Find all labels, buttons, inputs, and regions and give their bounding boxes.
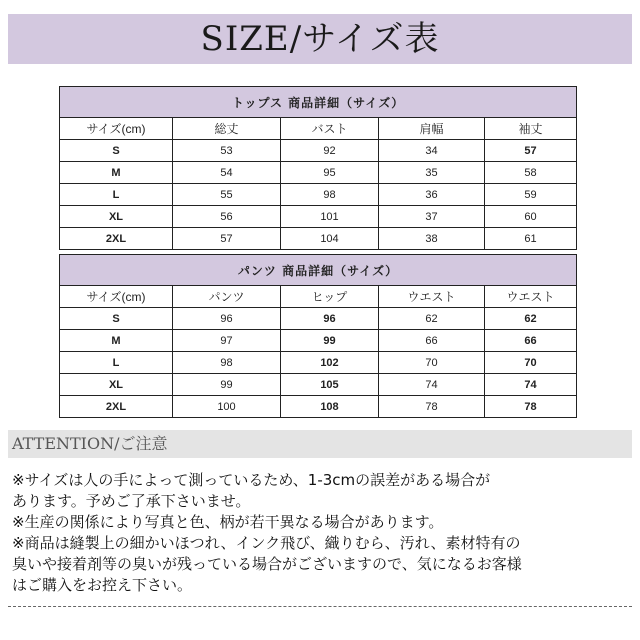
page-title: SIZE/サイズ表 xyxy=(200,19,440,59)
table-cell: 35 xyxy=(379,162,485,184)
table-cell: 95 xyxy=(281,162,379,184)
table-cell: 56 xyxy=(173,206,281,228)
table-cell: 66 xyxy=(485,330,577,352)
attention-title: ATTENTION/ご注意 xyxy=(12,434,168,453)
pants-column-header-row xyxy=(60,286,577,308)
size-label: S xyxy=(60,140,173,162)
column-header: バスト xyxy=(281,118,379,140)
table-cell: 104 xyxy=(281,228,379,250)
table-cell: 34 xyxy=(379,140,485,162)
table-cell: 53 xyxy=(173,140,281,162)
table-cell: 36 xyxy=(379,184,485,206)
table-cell: 98 xyxy=(173,352,281,374)
size-label: 2XL xyxy=(60,228,173,250)
table-cell: 55 xyxy=(173,184,281,206)
table-row xyxy=(60,374,577,396)
table-cell: 70 xyxy=(485,352,577,374)
table-cell: 102 xyxy=(281,352,379,374)
size-label: XL xyxy=(60,206,173,228)
table-cell: 108 xyxy=(281,396,379,418)
table-cell: 99 xyxy=(173,374,281,396)
tops-table-header-row xyxy=(60,87,577,118)
table-row xyxy=(60,140,577,162)
table-cell: 54 xyxy=(173,162,281,184)
pants-size-table xyxy=(59,254,577,418)
dashed-divider xyxy=(8,606,632,607)
table-cell: 100 xyxy=(173,396,281,418)
size-label: 2XL xyxy=(60,396,173,418)
size-label: XL xyxy=(60,374,173,396)
table-row xyxy=(60,206,577,228)
table-cell: 61 xyxy=(485,228,577,250)
table-cell: 62 xyxy=(485,308,577,330)
table-cell: 105 xyxy=(281,374,379,396)
table-cell: 70 xyxy=(379,352,485,374)
table-cell: 97 xyxy=(173,330,281,352)
table-cell: 37 xyxy=(379,206,485,228)
attention-notes xyxy=(12,470,632,596)
column-header: 袖丈 xyxy=(485,118,577,140)
table-cell: 98 xyxy=(281,184,379,206)
table-cell: 96 xyxy=(281,308,379,330)
table-cell: 78 xyxy=(485,396,577,418)
column-header: 総丈 xyxy=(173,118,281,140)
table-row xyxy=(60,162,577,184)
table-cell: 60 xyxy=(485,206,577,228)
note-line: はご購入をお控え下さい。 xyxy=(12,576,193,594)
table-cell: 74 xyxy=(379,374,485,396)
column-header: パンツ xyxy=(173,286,281,308)
table-cell: 57 xyxy=(173,228,281,250)
column-header: サイズ(cm) xyxy=(60,118,173,140)
table-cell: 57 xyxy=(485,140,577,162)
table-cell: 101 xyxy=(281,206,379,228)
table-row xyxy=(60,330,577,352)
size-label: M xyxy=(60,162,173,184)
size-label: L xyxy=(60,352,173,374)
pants-table-header-row xyxy=(60,255,577,286)
column-header: サイズ(cm) xyxy=(60,286,173,308)
table-cell: 99 xyxy=(281,330,379,352)
table-row xyxy=(60,308,577,330)
table-cell: 96 xyxy=(173,308,281,330)
note-line: ※サイズは人の手によって測っているため、1-3cmの誤差がある場合が xyxy=(12,471,491,489)
table-cell: 92 xyxy=(281,140,379,162)
table-cell: 62 xyxy=(379,308,485,330)
size-label: M xyxy=(60,330,173,352)
note-line: あります。予めご了承下さいませ。 xyxy=(12,492,251,510)
tops-column-header-row xyxy=(60,118,577,140)
note-line: ※生産の関係により写真と色、柄が若干異なる場合があります。 xyxy=(12,513,444,531)
table-cell: 38 xyxy=(379,228,485,250)
pants-table-header: パンツ 商品詳細（サイズ） xyxy=(60,255,577,286)
column-header: ウエスト xyxy=(379,286,485,308)
note-line: ※商品は縫製上の細かいほつれ、インク飛び、織りむら、汚れ、素材特有の xyxy=(12,534,521,552)
table-cell: 74 xyxy=(485,374,577,396)
column-header: ウエスト xyxy=(485,286,577,308)
table-row xyxy=(60,184,577,206)
table-cell: 59 xyxy=(485,184,577,206)
tops-size-table xyxy=(59,86,577,250)
table-cell: 78 xyxy=(379,396,485,418)
table-cell: 58 xyxy=(485,162,577,184)
table-row xyxy=(60,228,577,250)
table-cell: 66 xyxy=(379,330,485,352)
tops-table-header: トップス 商品詳細（サイズ） xyxy=(60,87,577,118)
size-label: S xyxy=(60,308,173,330)
column-header: 肩幅 xyxy=(379,118,485,140)
table-row xyxy=(60,396,577,418)
note-line: 臭いや接着剤等の臭いが残っている場合がございますので、気になるお客様 xyxy=(12,555,522,573)
column-header: ヒップ xyxy=(281,286,379,308)
size-label: L xyxy=(60,184,173,206)
table-row xyxy=(60,352,577,374)
